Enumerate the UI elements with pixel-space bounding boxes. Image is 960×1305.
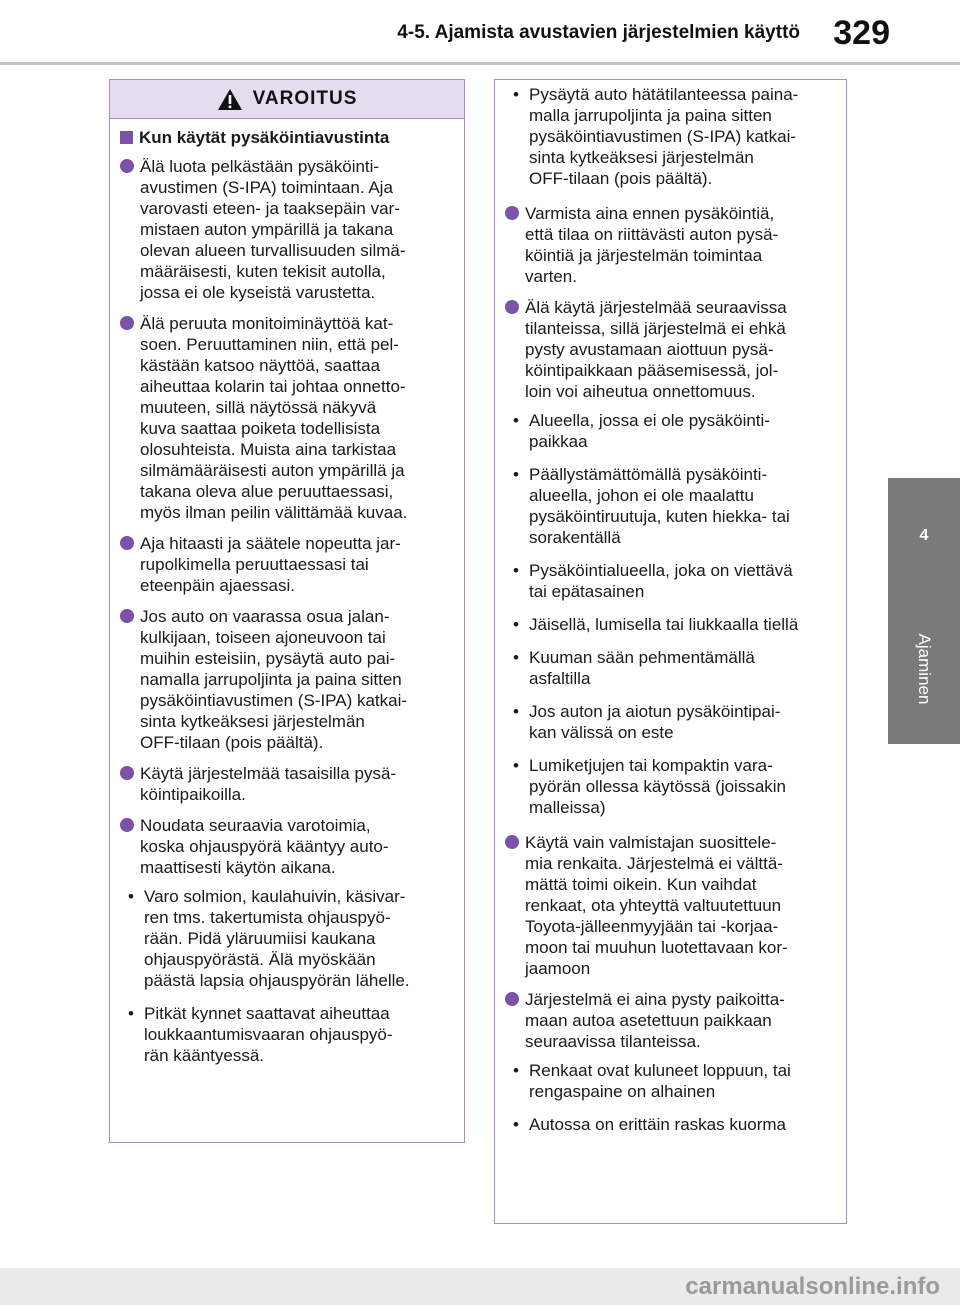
bullet-icon: •: [513, 1061, 519, 1080]
warning-subitem: [513, 560, 836, 602]
warning-content-right: [495, 80, 846, 1135]
warning-item: [120, 606, 454, 753]
bullet-icon: •: [513, 561, 519, 580]
warning-heading: [120, 127, 454, 148]
warning-title: VAROITUS: [252, 88, 358, 109]
round-bullet-icon: [505, 300, 519, 314]
round-bullet-icon: [120, 159, 134, 173]
warning-item: [505, 832, 836, 979]
warning-item-text: Älä luota pelkästään pysäköinti- avustimen (S-IPA) toimintaan. Aja varovasti eteen- ja taaksepäin var- mistaen auton ympärillä ja takana olevan alueen turvallisuuden silmä- määräisesti, kuten tekisit autolla, jossa ei ole kyseistä varustetta.: [140, 157, 406, 302]
chapter-tab-number[interactable]: 4: [888, 478, 960, 594]
warning-item: [505, 297, 836, 402]
warning-subitem: [513, 410, 836, 452]
warning-box-right: [494, 79, 847, 1224]
warning-item-text: Aja hitaasti ja säätele nopeutta jar- rupolkimella peruuttaessasi tai eteenpäin ajaessasi.: [140, 534, 401, 595]
warning-subitem: [513, 464, 836, 548]
bullet-icon: •: [128, 887, 134, 906]
warning-subitem-text: Pitkät kynnet saattavat aiheuttaa loukkaantumisvaaran ohjauspyö- rän kääntyessä.: [144, 1004, 393, 1065]
warning-subitem: [513, 755, 836, 818]
watermark: carmanualsonline.info: [685, 1273, 940, 1300]
warning-item-text: Järjestelmä ei aina pysty paikoitta- maan autoa asetettuun paikkaan seuraavissa tilanteissa.: [525, 990, 785, 1051]
warning-subitem: [513, 614, 836, 635]
warning-item: [505, 203, 836, 287]
header-divider: [0, 62, 960, 65]
warning-item: [120, 533, 454, 596]
warning-subitem: [513, 701, 836, 743]
warning-subitem-text: Autossa on erittäin raskas kuorma: [529, 1115, 787, 1134]
warning-heading-text: Kun käytät pysäköintiavustinta: [139, 128, 390, 147]
bullet-icon: •: [513, 465, 519, 484]
warning-subitem-text: Jos auton ja aiotun pysäköintipai- kan välissä on este: [529, 702, 781, 742]
warning-item-text: Käytä vain valmistajan suosittele- mia renkaita. Järjestelmä ei välttä- mättä toimi oikein. Kun vaihdat renkaat, ota yhteyttä valtuutettuun Toyota-jälleenmyyjään tai -korjaa- moon tai muuhun luotettavaan kor- jaamoon: [525, 833, 788, 978]
round-bullet-icon: [505, 992, 519, 1006]
square-bullet-icon: [120, 131, 133, 144]
bullet-icon: •: [513, 1115, 519, 1134]
warning-item-text: Käytä järjestelmää tasaisilla pysä- köintipaikoilla.: [140, 764, 397, 804]
bullet-icon: •: [513, 648, 519, 667]
warning-item: [120, 763, 454, 805]
round-bullet-icon: [120, 609, 134, 623]
warning-subitem: [513, 1114, 836, 1135]
warning-subitem-text: Lumiketjujen tai kompaktin vara- pyörän ollessa käytössä (joissakin malleissa): [529, 756, 787, 817]
warning-subitem: [513, 1060, 836, 1102]
warning-subitem: [513, 84, 836, 189]
warning-item-text: Varmista aina ennen pysäköintiä, että tilaa on riittävästi auton pysä- köintiä ja järjestelmän toimintaa varten.: [525, 204, 779, 286]
warning-subitem: [128, 886, 454, 991]
warning-subitem-text: Pysäköintialueella, joka on viettävä tai epätasainen: [529, 561, 793, 601]
warning-item: [120, 156, 454, 303]
bullet-icon: •: [513, 85, 519, 104]
bullet-icon: •: [513, 756, 519, 775]
chapter-label-text: Ajaminen: [915, 633, 934, 705]
chapter-tab-label[interactable]: [888, 594, 960, 744]
warning-box-left: [109, 79, 465, 1143]
bullet-icon: •: [513, 411, 519, 430]
bullet-icon: •: [128, 1004, 134, 1023]
section-title: 4-5. Ajamista avustavien järjestelmien käyttö: [397, 22, 800, 43]
round-bullet-icon: [120, 316, 134, 330]
warning-item: [505, 989, 836, 1052]
warning-subitem: [513, 647, 836, 689]
warning-item-text: Älä peruuta monitoiminäyttöä kat- soen. Peruuttaminen niin, että pel- kästään katsoo näyttöä, saattaa aiheuttaa kolarin tai johtaa onnetto- muuteen, sillä näytössä näkyvä kuva saattaa poiketa todellisista olosuhteista. Muista aina tarkistaa silmämääräisesti auton ympärillä ja takana oleva alue peruuttaessasi, myös ilman peilin välittämää kuvaa.: [140, 314, 408, 522]
warning-subitem-text: Jäisellä, lumisella tai liukkaalla tiellä: [529, 615, 799, 634]
warning-triangle-icon: [217, 88, 243, 111]
round-bullet-icon: [505, 835, 519, 849]
warning-subitem-text: Pysäytä auto hätätilanteessa paina- malla jarrupoljinta ja paina sitten pysäköintiavustimen (S-IPA) katkai- sinta kytkeäksesi järjestelmän OFF-tilaan (pois päältä).: [529, 85, 799, 188]
round-bullet-icon: [505, 206, 519, 220]
round-bullet-icon: [120, 818, 134, 832]
warning-subitem-text: Päällystämättömällä pysäköinti- alueella, johon ei ole maalattu pysäköintiruutuja, kuten hiekka- tai sorakentällä: [529, 465, 790, 547]
bullet-icon: •: [513, 615, 519, 634]
round-bullet-icon: [120, 766, 134, 780]
warning-item-text: Noudata seuraavia varotoimia, koska ohjauspyörä kääntyy auto- maattisesti käytön aikana.: [140, 816, 389, 877]
warning-item: [120, 815, 454, 878]
warning-item-text: Älä käytä järjestelmää seuraavissa tilanteissa, sillä järjestelmä ei ehkä pysty avustamaan aiottuun pysä- köintipaikkaan pääsemisessä, jol- loin voi aiheutua onnettomuus.: [525, 298, 787, 401]
bullet-icon: •: [513, 702, 519, 721]
warning-subitem-text: Kuuman sään pehmentämällä asfaltilla: [529, 648, 755, 688]
warning-content-left: [110, 119, 464, 1066]
warning-subitem-text: Renkaat ovat kuluneet loppuun, tai rengaspaine on alhainen: [529, 1061, 791, 1101]
round-bullet-icon: [120, 536, 134, 550]
page-number: 329: [833, 14, 890, 52]
warning-subitem-text: Varo solmion, kaulahuivin, käsivar- ren tms. takertumista ohjauspyö- rään. Pidä yläruumiisi kaukana ohjauspyörästä. Älä myöskään päästä lapsia ohjauspyörän lähelle.: [144, 887, 410, 990]
warning-item-text: Jos auto on vaarassa osua jalan- kulkijaan, toiseen ajoneuvoon tai muihin esteisiin, pysäytä auto pai- namalla jarrupoljinta ja paina sitten pysäköintiavustimen (S-IPA) katkai- sinta kytkeäksesi järjestelmän OFF-tilaan (pois päältä).: [140, 607, 408, 752]
warning-header: [110, 80, 464, 119]
warning-item: [120, 313, 454, 523]
warning-subitem: [128, 1003, 454, 1066]
warning-subitem-text: Alueella, jossa ei ole pysäköinti- paikkaa: [529, 411, 770, 451]
